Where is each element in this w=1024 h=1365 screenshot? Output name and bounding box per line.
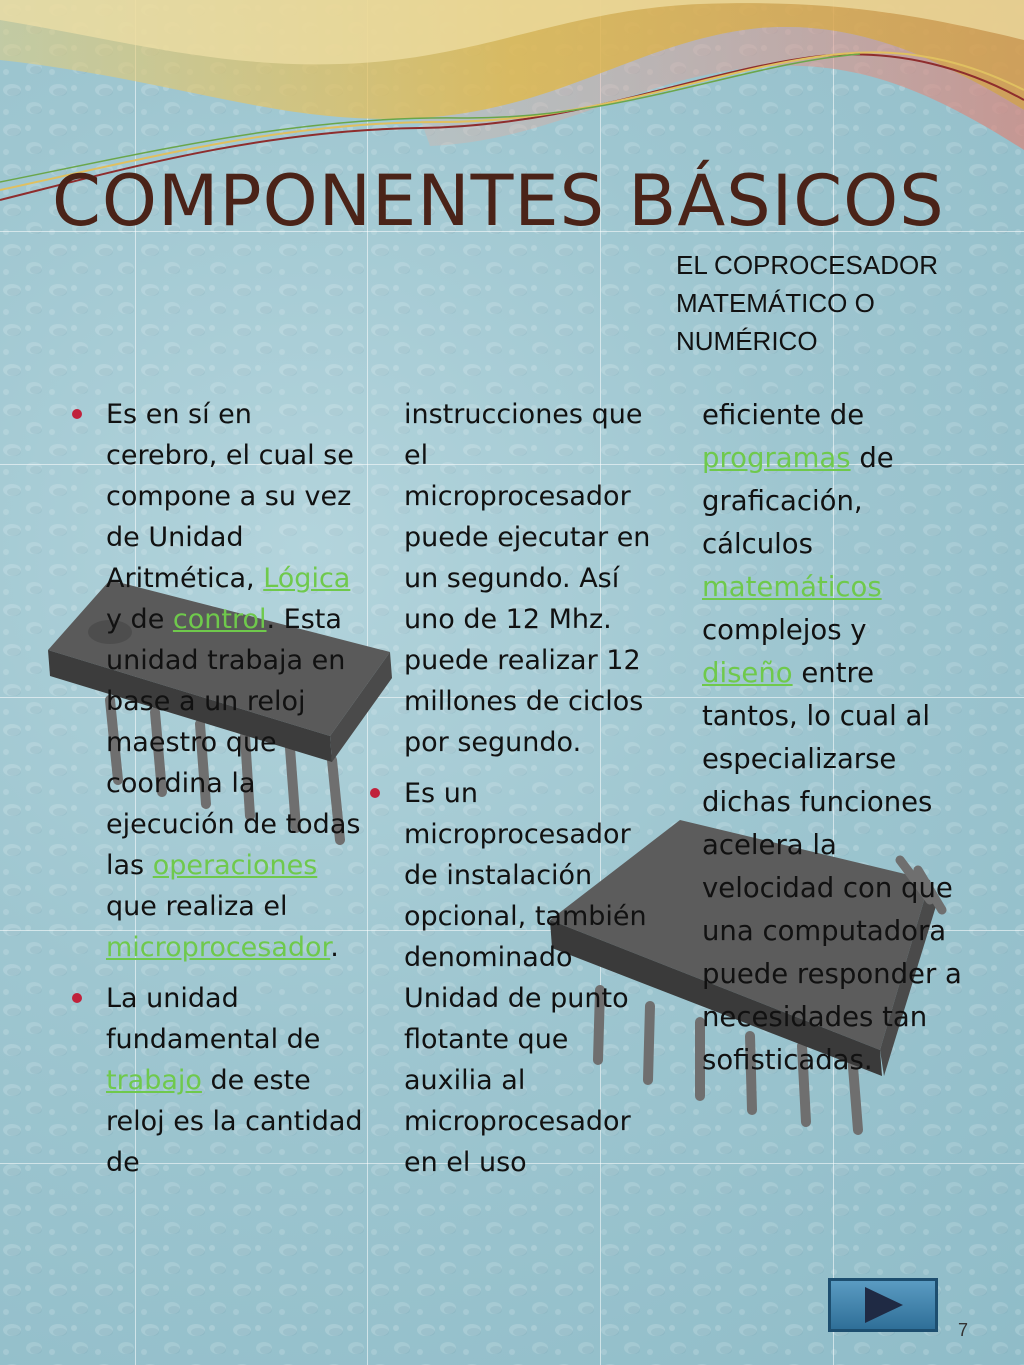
continued-text xyxy=(404,394,662,763)
text-run: de este reloj es la cantidad de xyxy=(106,1065,363,1178)
link-diseno[interactable]: diseño xyxy=(702,657,793,689)
text-run: Es en sí en cerebro, el cual se compone a su vez de Unidad Aritmética, xyxy=(106,399,354,594)
bullet-item xyxy=(106,394,368,968)
paragraph-text: instrucciones que el microprocesador puede ejecutar en un segundo. Así uno de 12 Mhz. puede realizar 12 millones de ciclos por segundo. xyxy=(404,399,651,758)
bullet-dot-icon xyxy=(72,993,82,1003)
paragraph-text xyxy=(702,394,962,1082)
slide-title: COMPONENTES BÁSICOS xyxy=(52,160,945,242)
link-operaciones[interactable]: operaciones xyxy=(152,850,318,881)
bullet-dot-icon xyxy=(72,409,82,419)
slide-subtitle xyxy=(676,246,976,360)
text-run: y de xyxy=(106,604,173,635)
text-column-3 xyxy=(702,394,962,1082)
link-trabajo[interactable]: trabajo xyxy=(106,1065,202,1096)
text-run: complejos y xyxy=(702,614,867,646)
text-run: . xyxy=(330,932,339,963)
bullet-text xyxy=(106,394,368,968)
subtitle-line: NUMÉRICO xyxy=(676,326,818,356)
bullet-text xyxy=(106,978,368,1183)
bullet-text: Es un microprocesador de instalación opcional, también denominado Unidad de punto flotante que auxilia al microprocesador en el uso xyxy=(404,778,647,1178)
bullet-item xyxy=(404,773,662,1183)
link-logica[interactable]: Lógica xyxy=(263,563,351,594)
bullet-item xyxy=(106,978,368,1183)
text-run: entre tantos, lo cual al especializarse dichas funciones acelera la velocidad con que una computadora puede responder a necesidades tan sofisticadas. xyxy=(702,657,962,1076)
link-microprocesador[interactable]: microprocesador xyxy=(106,932,331,963)
link-control[interactable]: control xyxy=(172,604,267,635)
link-matematicos[interactable]: matemáticos xyxy=(702,571,882,603)
subtitle-line: MATEMÁTICO O xyxy=(676,288,875,318)
link-programas[interactable]: programas xyxy=(702,442,851,474)
text-run: que realiza el xyxy=(106,891,288,922)
subtitle-line: EL COPROCESADOR xyxy=(676,250,938,280)
bullet-dot-icon xyxy=(370,788,380,798)
text-run: eficiente de xyxy=(702,399,865,431)
page-number: 7 xyxy=(958,1320,969,1340)
text-column-1 xyxy=(106,394,368,1183)
text-run: . Esta unidad trabaja en base a un reloj maestro que coordina la ejecución de todas las xyxy=(106,604,361,881)
next-slide-button[interactable] xyxy=(828,1278,938,1332)
text-run: de graficación, cálculos xyxy=(702,442,894,560)
text-run: La unidad fundamental de xyxy=(106,983,321,1055)
play-triangle-icon xyxy=(859,1285,907,1325)
text-column-2 xyxy=(404,394,662,1183)
